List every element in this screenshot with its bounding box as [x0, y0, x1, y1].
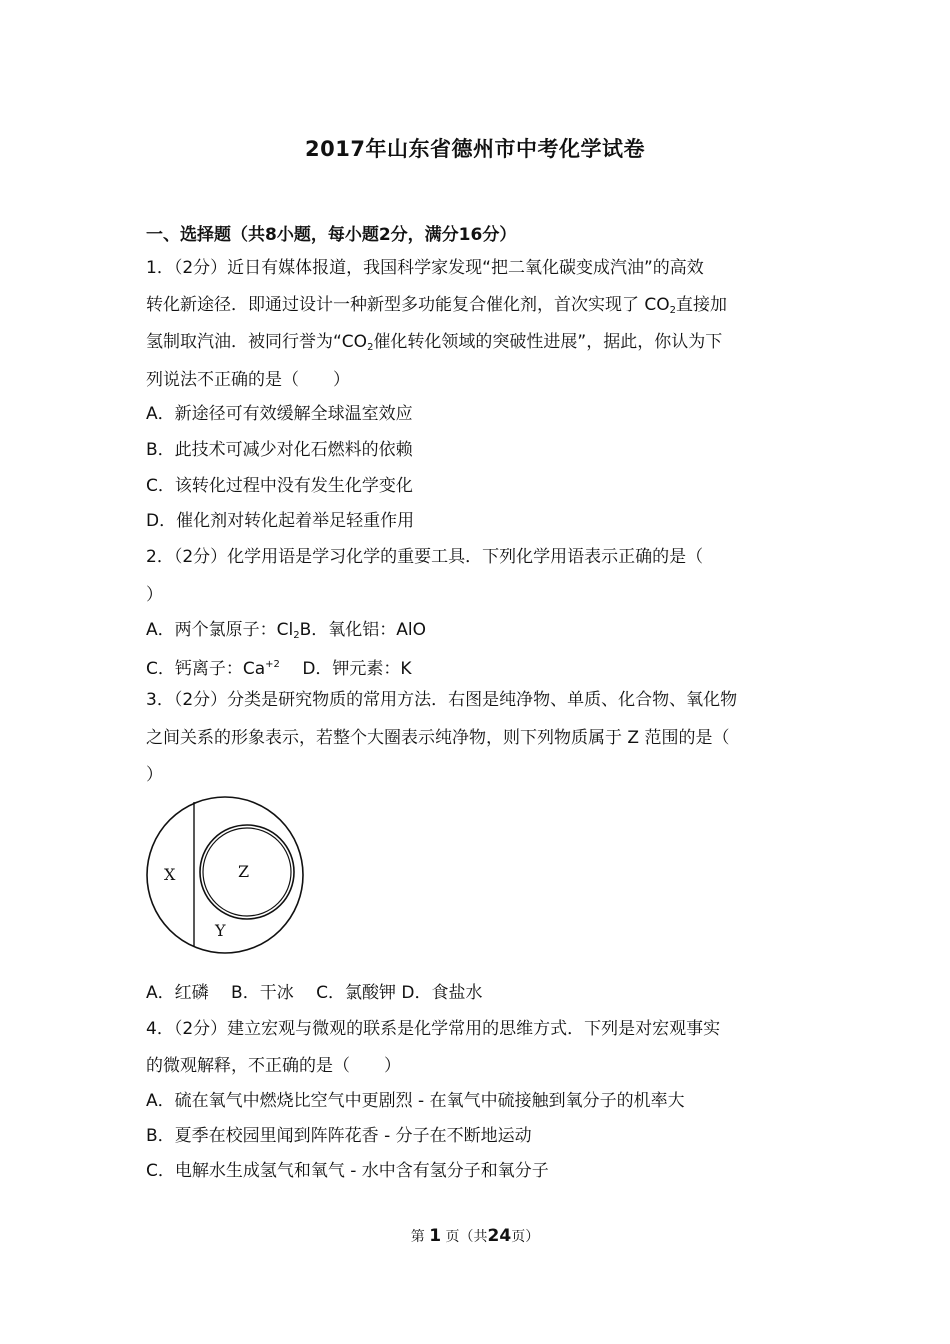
- q1-option-d: D．催化剂对转化起着举足轻重作用: [146, 511, 415, 531]
- q2-options-ab: [146, 619, 426, 647]
- q2-option-b: B．氧化铝：AlO: [299, 620, 427, 640]
- q3-line-1: 3．（2分）分类是研究物质的常用方法．右图是纯净物、单质、化合物、氧化物: [146, 690, 738, 710]
- section-heading: 一、选择题（共8小题，每小题2分，满分16分）: [146, 225, 517, 245]
- ca-charge-superscript: +2: [265, 659, 280, 670]
- classification-diagram: [140, 792, 310, 957]
- q2-option-c: C．钙离子：Ca: [146, 659, 266, 679]
- total-pages: 24: [487, 1226, 512, 1246]
- page-title: 2017年山东省德州市中考化学试卷: [305, 137, 645, 161]
- q4-line-2: 的微观解释，不正确的是（ ）: [146, 1056, 401, 1076]
- q1-line-2-rest: 直接加: [676, 295, 728, 315]
- co2-subscript: 2: [669, 305, 677, 316]
- page-footer: [0, 1226, 950, 1246]
- q2-options-cd: [146, 654, 412, 680]
- footer-prefix: 第: [410, 1229, 425, 1245]
- q1-line-1: 1．（2分）近日有媒体报道，我国科学家发现“把二氧化碳变成汽油”的高效: [146, 258, 704, 278]
- q3-line-2: 之间关系的形象表示，若整个大圈表示纯净物，则下列物质属于 Z 范围的是（: [146, 728, 730, 748]
- q2-line-2: ）: [146, 585, 163, 605]
- q1-option-c: C．该转化过程中没有发生化学变化: [146, 476, 413, 496]
- q1-line-3-text: 氢制取汽油．被同行誉为“CO: [146, 332, 368, 352]
- q1-line-4: 列说法不正确的是（ ）: [146, 370, 350, 390]
- q3-line-3: ）: [146, 765, 163, 785]
- q1-line-2: [146, 294, 727, 322]
- q1-line-3: [146, 331, 722, 359]
- q4-option-c: C．电解水生成氢气和氧气 - 水中含有氢分子和氧分子: [146, 1161, 549, 1181]
- q4-option-b: B．夏季在校园里闻到阵阵花香 - 分子在不断地运动: [146, 1126, 532, 1146]
- q2-line-1: 2．（2分）化学用语是学习化学的重要工具．下列化学用语表示正确的是（: [146, 547, 704, 567]
- cl2-subscript: 2: [293, 630, 300, 641]
- co2-subscript: 2: [367, 342, 374, 353]
- q2-option-a: A．两个氯原子：Cl: [146, 620, 294, 640]
- q4-line-1: 4．（2分）建立宏观与微观的联系是化学常用的思维方式．下列是对宏观事实: [146, 1019, 721, 1039]
- q1-option-b: B．此技术可减少对化石燃料的依赖: [146, 440, 413, 460]
- footer-middle: 页（共: [445, 1229, 488, 1245]
- q4-option-a: A．硫在氧气中燃烧比空气中更剧烈 - 在氧气中硫接触到氧分子的机率大: [146, 1091, 685, 1111]
- page-number: 1: [429, 1226, 442, 1246]
- q2-option-d: D．钾元素：K: [279, 659, 412, 679]
- label-z: Z: [238, 862, 250, 881]
- label-x: X: [164, 865, 176, 884]
- footer-suffix: 页）: [511, 1229, 540, 1245]
- q1-line-3-rest: 催化转化领域的突破性进展”，据此，你认为下: [373, 332, 723, 352]
- q3-options: A．红磷 B．干冰 C．氯酸钾 D．食盐水: [146, 983, 483, 1003]
- q1-option-a: A．新途径可有效缓解全球温室效应: [146, 404, 413, 424]
- label-y: Y: [215, 921, 226, 940]
- q1-line-2-text: 转化新途径．即通过设计一种新型多功能复合催化剂，首次实现了 CO: [146, 295, 670, 315]
